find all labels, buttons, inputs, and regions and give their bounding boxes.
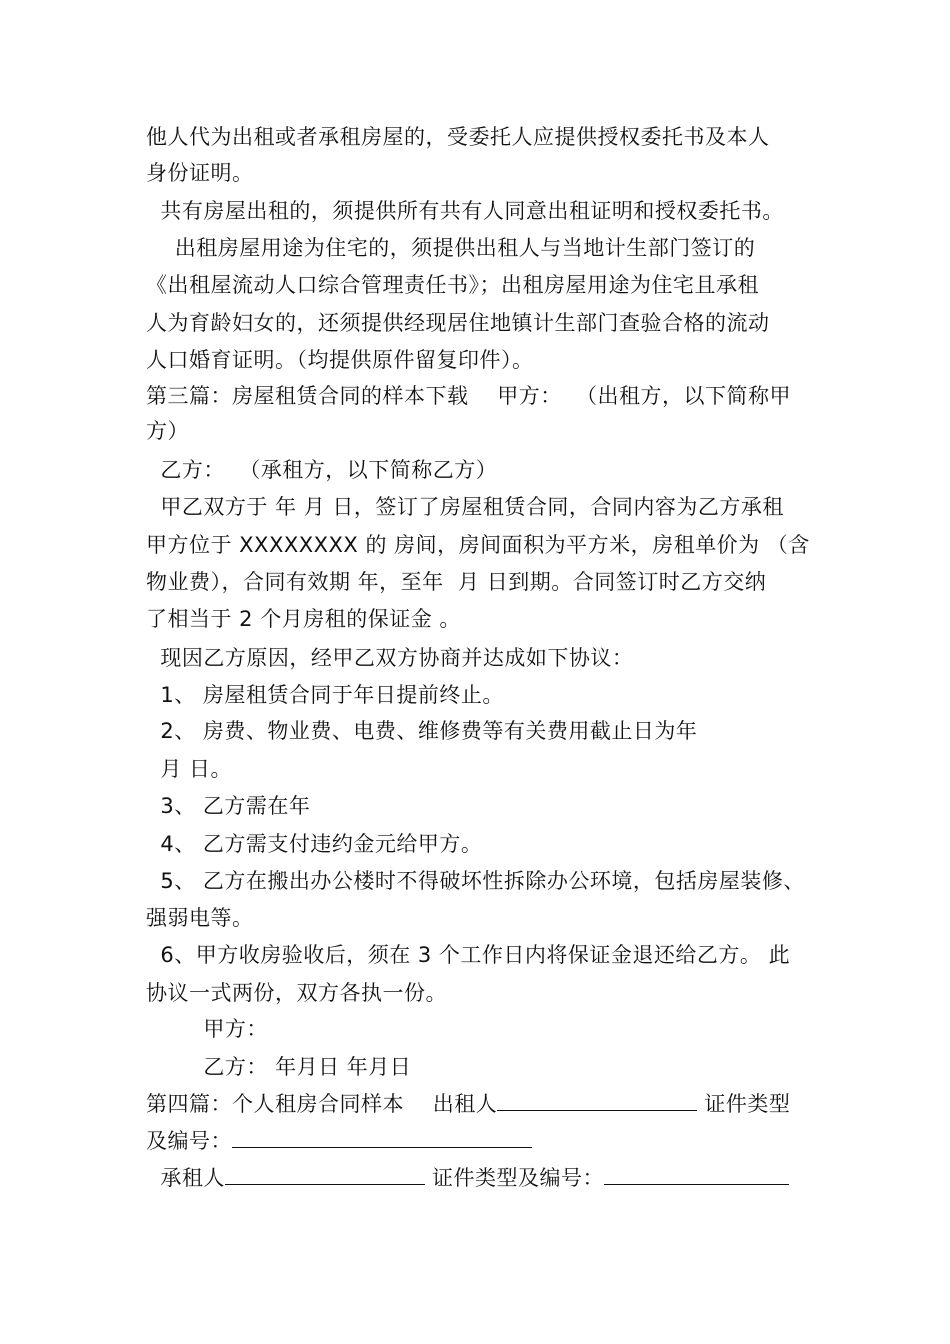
text-line: 强弱电等。 (146, 906, 254, 930)
text-line: 人为育龄妇女的，还须提供经现居住地镇计生部门查验合格的流动 (146, 311, 770, 335)
list-item: 4、 乙方需支付违约金元给甲方。 (146, 832, 483, 856)
text-line: 协议一式两份，双方各执一份。 (146, 981, 447, 1005)
section-heading: 第三篇：房屋租赁合同的样本下载 甲方： （出租方，以下简称甲 (146, 384, 792, 408)
list-item: 5、 乙方在搬出办公楼时不得破坏性拆除办公环境，包括房屋装修、 (146, 869, 805, 893)
text-segment: 证件类型及编号： (424, 1166, 605, 1190)
text-line: 《出租屋流动人口综合管理责任书》；出租房屋用途为住宅且承租 (146, 273, 759, 297)
list-item: 6、甲方收房验收后，须在 3 个工作日内将保证金退还给乙方。 此 (146, 943, 791, 967)
text-line: 他人代为出租或者承租房屋的，受委托人应提供授权委托书及本人 (146, 125, 770, 149)
text-line (146, 1126, 532, 1156)
text-segment: 证件类型 (697, 1092, 791, 1116)
text-line: 甲乙双方于 年 月 日，签订了房屋租赁合同，合同内容为乙方承租 (146, 495, 784, 519)
text-segment: 及编号： (146, 1129, 232, 1153)
list-item: 2、 房费、物业费、电费、维修费等有关费用截止日为年 (146, 719, 698, 743)
text-line: 人口婚育证明。（均提供原件留复印件）。 (146, 348, 534, 372)
text-line: 共有房屋出租的，须提供所有共有人同意出租证明和授权委托书。 (146, 199, 784, 223)
text-line: 出租房屋用途为住宅的，须提供出租人与当地计生部门签订的 (146, 236, 756, 260)
text-line: 乙方： （承租方，以下简称乙方） (146, 458, 498, 482)
blank-underline (225, 1164, 425, 1185)
text-line (146, 1163, 789, 1193)
text-line: 方） (146, 419, 189, 443)
signature-line-party-b: 乙方： 年月日 年月日 (146, 1055, 412, 1079)
text-line: 身份证明。 (146, 161, 254, 185)
text-segment: 承租人 (146, 1166, 225, 1190)
signature-line-party-a: 甲方： (146, 1017, 268, 1041)
text-line: 现因乙方原因，经甲乙双方协商并达成如下协议： (146, 646, 634, 670)
text-line: 月 日。 (146, 757, 233, 781)
text-segment: 第四篇：个人租房合同样本 出租人 (146, 1092, 498, 1116)
blank-underline (604, 1164, 789, 1185)
section-heading (146, 1089, 790, 1119)
text-line: 甲方位于 XXXXXXXX 的 房间，房间面积为平方米，房租单价为 （含 (146, 533, 810, 557)
list-item: 3、 乙方需在年 (146, 794, 311, 818)
text-line: 了相当于 2 个月房租的保证金 。 (146, 607, 461, 631)
blank-underline (232, 1127, 532, 1148)
blank-underline (497, 1090, 697, 1111)
list-item: 1、 房屋租赁合同于年日提前终止。 (146, 683, 504, 707)
text-line: 物业费），合同有效期 年，至年 月 日到期。合同签订时乙方交纳 (146, 570, 767, 594)
